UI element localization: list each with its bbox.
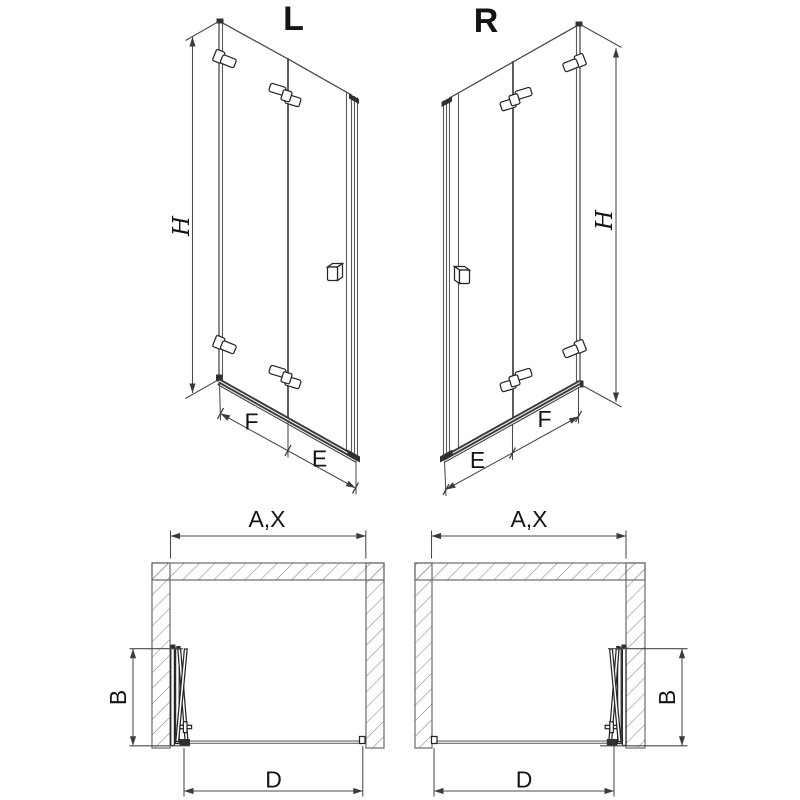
label-dim-h: H [169,215,195,237]
label-dim-e: E [469,447,486,473]
dimension-width-left [171,506,366,559]
wall-hatch [415,563,645,580]
track-bracket [432,737,438,744]
view-plan-right [415,506,688,797]
dimension-height-right [582,26,622,408]
wall-hatch [152,563,384,580]
view-front-left [169,0,360,495]
label-variant-left: L [283,0,304,38]
label-dim-b: B [654,689,680,706]
label-variant-right: R [473,2,499,40]
handle-knob [328,264,343,281]
dimension-opening-right [434,746,614,797]
wall-hatch [152,563,170,748]
label-dim-ax: A,X [510,506,548,532]
hinge [212,335,237,355]
wall-hatch [366,563,384,748]
label-dim-h: H [592,209,618,231]
dimension-opening-left [184,746,363,797]
hinge [561,53,586,73]
hinge [212,49,237,69]
label-dim-d: D [515,766,533,793]
label-dim-e: E [311,445,328,472]
dimension-width-right [432,506,627,559]
dimension-height-left [169,23,217,399]
view-front-right [440,2,622,496]
hinge [561,339,586,359]
wall-hatch [415,563,432,748]
hinge [498,87,534,111]
label-dim-f: F [537,406,552,432]
view-plan-left [105,506,384,797]
folded-door-plan [171,645,192,746]
hinge [498,368,534,392]
hinge [267,365,303,389]
label-dim-d: D [265,766,282,793]
wall-hatch [626,563,645,748]
label-dim-ax: A,X [248,506,286,532]
folded-door-plan [605,645,626,746]
label-dim-f: F [244,408,259,435]
label-dim-b: B [105,689,131,706]
track-bracket [360,737,366,744]
hinge [267,83,303,107]
handle-knob [455,267,470,284]
